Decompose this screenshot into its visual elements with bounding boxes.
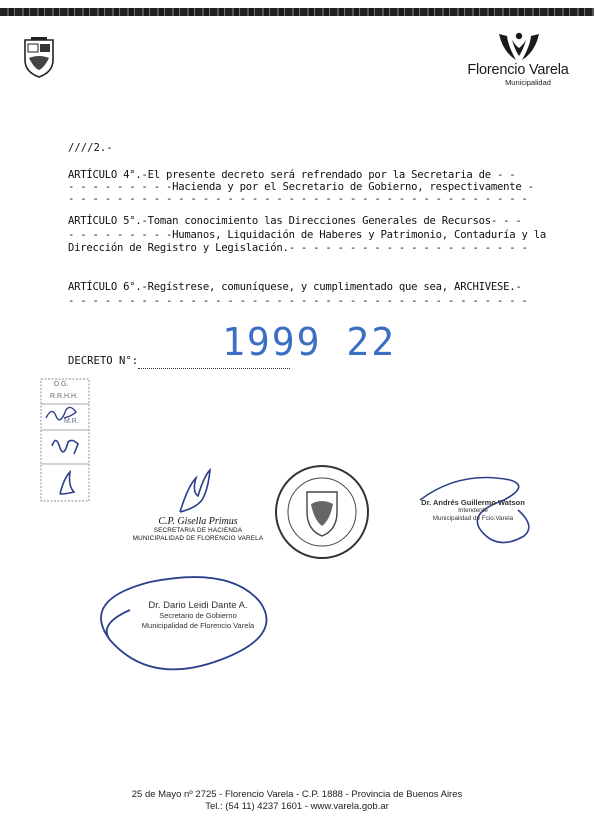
- gobierno-signer-name: Dr. Dario Leidi Dante A.: [148, 600, 248, 611]
- article-4-line-3: - - - - - - - - - - - - - - - - - - - - - - - - - - - - - - - - - - - - - -: [68, 193, 528, 205]
- article-5-line-2: - - - - - - - - -Humanos, Liquidación de Haberes y Patrimonio, Contaduría y la: [68, 229, 546, 241]
- intendencia-seal-icon: [276, 466, 368, 558]
- hacienda-signer-role: SECRETARIA DE HACIENDA: [153, 527, 243, 534]
- stamp-row-1: D.G.: [54, 381, 69, 388]
- intendente-org: Municipalidad de Fcio.Varela: [432, 515, 514, 522]
- article-6-line-2: - - - - - - - - - - - - - - - - - - - - - - - - - - - - - - - - - - - - - -: [68, 295, 528, 307]
- intendente-signature-block: [398, 498, 548, 523]
- footer-line-1: 25 de Mayo nº 2725 - Florencio Varela - C.P. 1888 - Provincia de Buenos Aires: [131, 789, 463, 800]
- brand-block: [464, 63, 572, 87]
- gobierno-signature-block: [118, 600, 278, 631]
- article-5-line-3: Dirección de Registro y Legislación.- - - - - - - - - - - - - - - - - - - -: [68, 242, 528, 254]
- hacienda-signature-block: [118, 516, 278, 543]
- article-5-line-1: ARTÍCULO 5°.-Toman conocimiento las Direcciones Generales de Recursos- - -: [68, 215, 522, 227]
- gobierno-signer-role: Secretario de Gobierno: [159, 611, 237, 620]
- brand-name: Florencio Varela: [467, 62, 569, 78]
- article-4-line-2: - - - - - - - - -Hacienda y por el Secretario de Gobierno, respectivamente -: [68, 181, 534, 193]
- decreto-underline: [138, 368, 290, 369]
- stamp-row-2: R.R.H.H.: [50, 393, 78, 400]
- florencio-varela-logo-icon: [494, 30, 544, 64]
- stamp-row-3: M.R.: [64, 418, 79, 425]
- footer-address: [0, 789, 594, 813]
- page-reference: ////2.-: [68, 142, 113, 154]
- article-4-line-1: ARTÍCULO 4°.-El presente decreto será refrendado por la Secretaria de - -: [68, 169, 516, 181]
- decreto-number-stamp: 1999 22: [222, 320, 397, 364]
- decreto-label: DECRETO N°:: [68, 355, 139, 367]
- gobierno-signer-org: Municipalidad de Florencio Varela: [141, 621, 255, 630]
- brand-subtitle: Municipalidad: [505, 78, 551, 87]
- article-6-line-1: ARTÍCULO 6°.-Regístrese, comuníquese, y cumplimentado que sea, ARCHIVESE.-: [68, 281, 522, 293]
- intendente-role: Intendente: [458, 507, 488, 514]
- footer-line-2: Tel.: (54 11) 4237 1601 - www.varela.gob.ar: [205, 801, 389, 812]
- hacienda-signature-scribble-icon: [180, 470, 210, 512]
- hacienda-signer-org: MUNICIPALIDAD DE FLORENCIO VARELA: [132, 535, 264, 542]
- intendente-name: Dr. Andrés Guillermo Watson: [421, 498, 525, 507]
- scan-edge-bar: [0, 8, 594, 16]
- hacienda-signer-name: C.P. Gisella Primus: [158, 516, 238, 527]
- municipal-crest-icon: [22, 36, 56, 78]
